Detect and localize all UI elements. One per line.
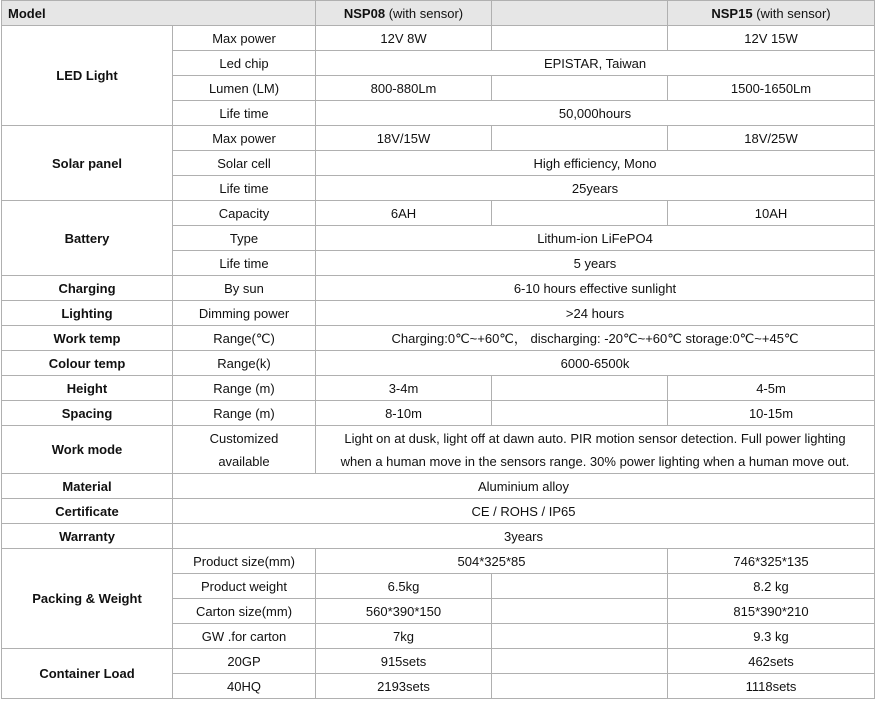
row-label: Solar cell (173, 151, 316, 176)
table-row (2, 326, 875, 351)
cell-value: 12V 8W (316, 26, 492, 51)
row-label: Dimming power (173, 301, 316, 326)
work-mode-line1: Light on at dusk, light off at dawn auto. PIR motion sensor detection. Full power lighting (344, 430, 846, 446)
model-2-note: (with sensor) (752, 5, 831, 21)
model-1-note: (with sensor) (385, 5, 464, 21)
cell-value: 18V/25W (668, 126, 875, 151)
cell-value: CE / ROHS / IP65 (173, 499, 875, 524)
cell-value: Aluminium alloy (173, 474, 875, 499)
row-label: Range(k) (173, 351, 316, 376)
category-spacing: Spacing (2, 401, 173, 426)
cell-value (316, 426, 875, 474)
header-model-2 (668, 1, 875, 26)
cell-value: High efficiency, Mono (316, 151, 875, 176)
row-label: Range (m) (173, 376, 316, 401)
cell-value: 800-880Lm (316, 76, 492, 101)
cell-empty (492, 574, 668, 599)
category-material: Material (2, 474, 173, 499)
cell-value: 915sets (316, 649, 492, 674)
row-label: 20GP (173, 649, 316, 674)
row-label: Life time (173, 176, 316, 201)
table-row (2, 549, 875, 574)
cell-value: 8-10m (316, 401, 492, 426)
cell-value: Charging:0℃~+60℃， discharging: -20℃~+60℃ storage:0℃~+45℃ (316, 326, 875, 351)
model-2-name: NSP15 (711, 5, 753, 21)
cell-empty (492, 76, 668, 101)
cell-empty (492, 376, 668, 401)
category-lighting: Lighting (2, 301, 173, 326)
table-row (2, 201, 875, 226)
cell-value: 50,000hours (316, 101, 875, 126)
cell-value: 6.5kg (316, 574, 492, 599)
cell-value: 10-15m (668, 401, 875, 426)
category-battery: Battery (2, 201, 173, 276)
row-label: Life time (173, 251, 316, 276)
model-1-name: NSP08 (343, 5, 386, 21)
header-row (2, 1, 875, 26)
work-mode-label-line2: available (218, 453, 270, 469)
table-row (2, 426, 875, 474)
cell-value: 1500-1650Lm (668, 76, 875, 101)
cell-empty (492, 201, 668, 226)
cell-value: 462sets (668, 649, 875, 674)
category-solar: Solar panel (2, 126, 173, 201)
category-height: Height (2, 376, 173, 401)
row-label: Carton size(mm) (173, 599, 316, 624)
table-row (2, 351, 875, 376)
cell-value: 18V/15W (316, 126, 492, 151)
row-label: Led chip (173, 51, 316, 76)
cell-empty (492, 624, 668, 649)
cell-empty (492, 674, 668, 699)
work-mode-line2: when a human move in the sensors range. 30% power lighting when a human move out. (340, 453, 850, 469)
header-model: Model (2, 1, 316, 26)
table-row (2, 401, 875, 426)
row-label: Capacity (173, 201, 316, 226)
cell-value: 3-4m (316, 376, 492, 401)
header-spacer (492, 1, 668, 26)
row-label: Max power (173, 126, 316, 151)
row-label: Range (m) (173, 401, 316, 426)
category-charging: Charging (2, 276, 173, 301)
cell-empty (492, 649, 668, 674)
category-work-temp: Work temp (2, 326, 173, 351)
cell-value: 9.3 kg (668, 624, 875, 649)
row-label: Type (173, 226, 316, 251)
row-label: GW .for carton (173, 624, 316, 649)
cell-empty (492, 599, 668, 624)
cell-value: 10AH (668, 201, 875, 226)
row-label: Lumen (LM) (173, 76, 316, 101)
category-certificate: Certificate (2, 499, 173, 524)
cell-value: 6000-6500k (316, 351, 875, 376)
cell-value: 5 years (316, 251, 875, 276)
table-row (2, 376, 875, 401)
cell-value: 7kg (316, 624, 492, 649)
category-warranty: Warranty (2, 524, 173, 549)
cell-empty (492, 126, 668, 151)
cell-value: 12V 15W (668, 26, 875, 51)
row-label: Product weight (173, 574, 316, 599)
spec-table (1, 0, 875, 699)
cell-value: 815*390*210 (668, 599, 875, 624)
cell-value: 560*390*150 (316, 599, 492, 624)
category-packing: Packing & Weight (2, 549, 173, 649)
work-mode-label-line1: Customized (209, 430, 279, 446)
row-label: By sun (173, 276, 316, 301)
cell-value: 25years (316, 176, 875, 201)
row-label: Max power (173, 26, 316, 51)
row-label: Product size(mm) (173, 549, 316, 574)
table-row (2, 26, 875, 51)
row-label: 40HQ (173, 674, 316, 699)
table-row (2, 499, 875, 524)
category-container: Container Load (2, 649, 173, 699)
cell-value: 4-5m (668, 376, 875, 401)
table-row (2, 126, 875, 151)
category-led: LED Light (2, 26, 173, 126)
cell-empty (492, 26, 668, 51)
cell-value: 2193sets (316, 674, 492, 699)
row-label: Life time (173, 101, 316, 126)
cell-value: EPISTAR, Taiwan (316, 51, 875, 76)
category-colour-temp: Colour temp (2, 351, 173, 376)
table-row (2, 276, 875, 301)
cell-value: 3years (173, 524, 875, 549)
table-row (2, 524, 875, 549)
cell-value: 1118sets (668, 674, 875, 699)
cell-value: 746*325*135 (668, 549, 875, 574)
cell-value: 6AH (316, 201, 492, 226)
cell-value: 8.2 kg (668, 574, 875, 599)
cell-value: >24 hours (316, 301, 875, 326)
header-model-1 (316, 1, 492, 26)
cell-value: 504*325*85 (316, 549, 668, 574)
table-row (2, 474, 875, 499)
table-row (2, 649, 875, 674)
category-work-mode: Work mode (2, 426, 173, 474)
table-row (2, 301, 875, 326)
cell-value: Lithum-ion LiFePO4 (316, 226, 875, 251)
cell-value: 6-10 hours effective sunlight (316, 276, 875, 301)
row-label (173, 426, 316, 474)
cell-empty (492, 401, 668, 426)
row-label: Range(℃) (173, 326, 316, 351)
